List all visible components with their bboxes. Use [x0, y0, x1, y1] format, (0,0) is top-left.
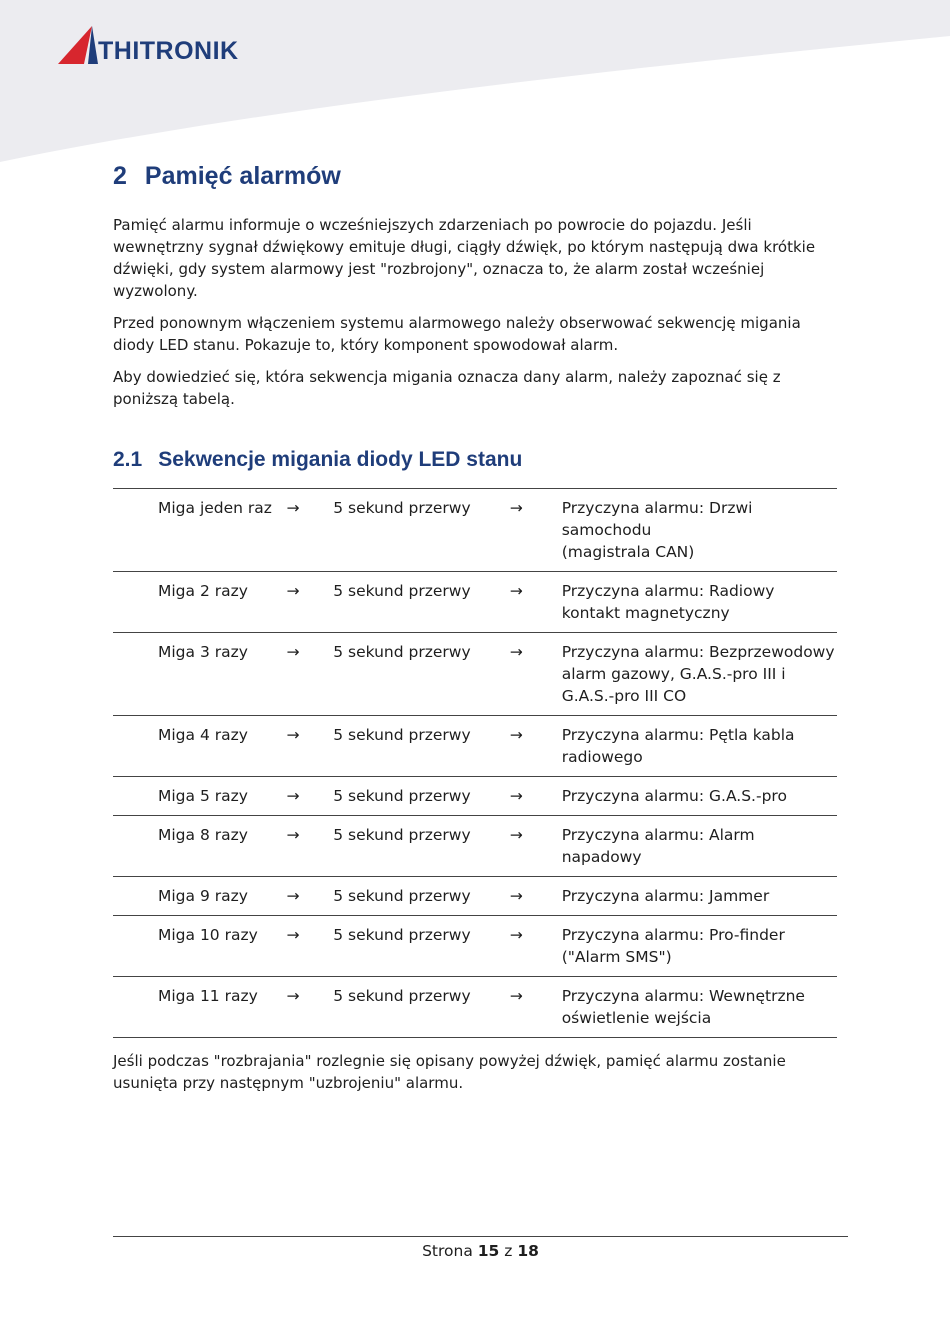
- arrow-right-icon: →: [509, 643, 523, 661]
- table-row: [113, 489, 837, 572]
- subsection-number: 2.1: [113, 448, 143, 471]
- alarm-cause: [562, 916, 837, 977]
- alarm-cause: [562, 777, 837, 816]
- arrow-right-icon: →: [509, 926, 523, 944]
- alarm-cause-line: Przyczyna alarmu: Jammer: [561, 887, 770, 905]
- table-row: [113, 716, 837, 777]
- alarm-cause: [562, 572, 837, 633]
- after-table-paragraph: Jeśli podczas "rozbrajania" rozlegnie się opisany powyżej dźwięk, pamięć alarmu zostanie usunięta przy następnym "uzbrojeniu" alarmu.: [113, 1052, 786, 1092]
- alarm-cause: [562, 977, 837, 1038]
- alarm-cause-line: Przyczyna alarmu: Pro-finder: [561, 926, 785, 944]
- alarm-cause-line: Przyczyna alarmu: Drzwi samochodu: [561, 499, 753, 539]
- arrow-right-icon: →: [509, 582, 523, 600]
- table-row: [113, 977, 837, 1038]
- table-row: [113, 816, 837, 877]
- table-row: [113, 916, 837, 977]
- alarm-cause-line: Przyczyna alarmu: Pętla kabla radiowego: [561, 726, 795, 766]
- section-number: 2: [113, 162, 127, 190]
- alarm-cause-line: Przyczyna alarmu: G.A.S.-pro: [561, 787, 787, 805]
- blink-count: Miga 9 razy: [158, 887, 248, 905]
- paragraph: Pamięć alarmu informuje o wcześniejszych zdarzeniach po powrocie do pojazdu. Jeśli wewnętrzny sygnał dźwiękowy emituje długi, ciągły dźwięk, po którym następują dwa krótkie dźwięki, gdy system alarmowy jest "rozbrojony", oznacza to, że alarm został wcześniej wyzwolony.: [113, 216, 816, 300]
- pause-duration: 5 sekund przerwy: [333, 582, 471, 600]
- table-row: [113, 777, 837, 816]
- main-content: [113, 160, 837, 1104]
- footer-prefix: Strona: [422, 1242, 473, 1260]
- arrow-right-icon: →: [509, 826, 523, 844]
- blink-count: Miga jeden raz: [158, 499, 272, 517]
- pause-duration: 5 sekund przerwy: [333, 726, 471, 744]
- paragraph: Przed ponownym włączeniem systemu alarmowego należy obserwować sekwencję migania diody LED stanu. Pokazuje to, który komponent spowodował alarm.: [113, 314, 801, 354]
- alarm-cause-line: Przyczyna alarmu: Bezprzewodowy alarm gazowy, G.A.S.-pro III i G.A.S.-pro III CO: [561, 643, 835, 705]
- arrow-right-icon: →: [509, 887, 523, 905]
- pause-duration: 5 sekund przerwy: [333, 643, 471, 661]
- blink-count: Miga 8 razy: [158, 826, 248, 844]
- blink-count: Miga 4 razy: [158, 726, 248, 744]
- arrow-right-icon: →: [509, 726, 523, 744]
- pause-duration: 5 sekund przerwy: [333, 987, 471, 1005]
- alarm-cause: [562, 489, 837, 572]
- alarm-cause: [562, 633, 837, 716]
- arrow-right-icon: →: [286, 926, 300, 944]
- page-footer: [113, 1242, 848, 1260]
- arrow-right-icon: →: [509, 987, 523, 1005]
- pause-duration: 5 sekund przerwy: [333, 499, 471, 517]
- arrow-right-icon: →: [286, 726, 300, 744]
- blink-count: Miga 10 razy: [158, 926, 258, 944]
- arrow-right-icon: →: [509, 787, 523, 805]
- arrow-right-icon: →: [286, 499, 300, 517]
- pause-duration: 5 sekund przerwy: [333, 826, 471, 844]
- arrow-right-icon: →: [286, 826, 300, 844]
- alarm-cause-line: Przyczyna alarmu: Alarm napadowy: [561, 826, 755, 866]
- table-row: [113, 877, 837, 916]
- alarm-cause: [562, 877, 837, 916]
- blink-count: Miga 3 razy: [158, 643, 248, 661]
- pause-duration: 5 sekund przerwy: [333, 887, 471, 905]
- arrow-right-icon: →: [286, 787, 300, 805]
- blink-count: Miga 2 razy: [158, 582, 248, 600]
- pause-duration: 5 sekund przerwy: [333, 926, 471, 944]
- alarm-cause-line: ("Alarm SMS"): [561, 948, 672, 966]
- blink-count: Miga 5 razy: [158, 787, 248, 805]
- arrow-right-icon: →: [286, 582, 300, 600]
- subsection-title: Sekwencje migania diody LED stanu: [158, 448, 523, 471]
- pause-duration: 5 sekund przerwy: [333, 787, 471, 805]
- section-heading: [113, 160, 837, 192]
- subsection-heading: [113, 446, 837, 474]
- arrow-right-icon: →: [286, 887, 300, 905]
- footer-separator: z: [504, 1242, 513, 1260]
- section-title: Pamięć alarmów: [144, 162, 341, 190]
- table-row: [113, 572, 837, 633]
- alarm-cause: [562, 816, 837, 877]
- alarm-cause-line: Przyczyna alarmu: Wewnętrzne oświetlenie wejścia: [561, 987, 805, 1027]
- alarm-cause: [562, 716, 837, 777]
- logo: [58, 26, 239, 66]
- blink-count: Miga 11 razy: [158, 987, 258, 1005]
- paragraph: Aby dowiedzieć się, która sekwencja migania oznacza dany alarm, należy zapoznać się z poniższą tabelą.: [113, 368, 781, 408]
- arrow-right-icon: →: [286, 987, 300, 1005]
- arrow-right-icon: →: [286, 643, 300, 661]
- blink-sequence-table: [113, 488, 837, 1038]
- table-row: [113, 633, 837, 716]
- footer-divider: [113, 1236, 848, 1237]
- footer-total-pages: 18: [517, 1242, 539, 1260]
- logo-text: THITRONIK: [98, 37, 239, 65]
- footer-page-number: 15: [477, 1242, 500, 1260]
- alarm-cause-line: Przyczyna alarmu: Radiowy kontakt magnetyczny: [561, 582, 775, 622]
- alarm-cause-line: (magistrala CAN): [561, 543, 695, 561]
- arrow-right-icon: →: [509, 499, 523, 517]
- logo-mark-icon: [58, 26, 102, 66]
